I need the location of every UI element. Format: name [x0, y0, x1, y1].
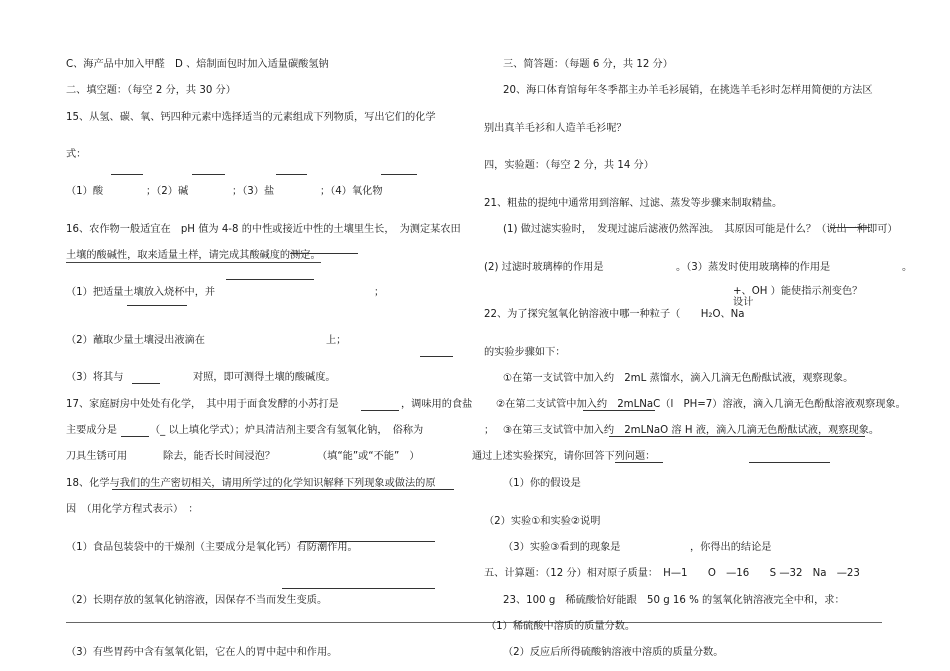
q23-text: 23、100 g 稀硫酸恰好能跟 50 g 16 % 的氢氧化钠溶液完全中和，求：	[503, 595, 845, 606]
q16-step2: （2）蘸取少量土壤浸出液滴在	[66, 335, 205, 346]
q21-item3: 。（3）蒸发时使用玻璃棒的作用是	[676, 262, 831, 273]
q22-step2-underline	[583, 410, 655, 411]
q20-text: 20、海口体育馆每年冬季都主办羊毛衫展销，在挑选羊毛衫时怎样用简便的方法区	[503, 85, 873, 96]
q20-text-cont: 别出真羊毛衫和人造羊毛衫呢？	[484, 123, 627, 134]
q16-step1-underline	[226, 279, 314, 280]
q22-answer2: （2）实验①和实验②说明	[484, 516, 601, 527]
section-fill-blank-heading: 二、填空题：（每空 2 分，共 30 分）	[66, 85, 236, 96]
q17-text-cont2: （_ 以上填化学式）；炉具清洁剂主要含有氢氧化钠， 俗称为	[150, 425, 424, 436]
q15-text-cont: 式：	[66, 149, 87, 160]
q22-answer1: （1）你的假设是	[503, 478, 581, 489]
q22-questions-intro: 通过上述实验探究，请你回答下列问题：	[472, 451, 656, 462]
q21-item1-underline	[830, 227, 870, 228]
q18-text: 18、化学与我们的生产密切相关，请用所学过的化学知识解释下列现象或做法的原	[66, 478, 436, 489]
q17-rust-choice: （填“能”或“不能” ）	[317, 451, 420, 462]
q22-answer3: （3）实验③看到的现象是	[503, 542, 621, 553]
q22-design-label: 设计	[733, 297, 754, 308]
q16-text-cont: 土壤的酸碱性，取来适量土样，请完成其酸碱度的测定。	[66, 250, 321, 261]
q22-step1: ①在第一支试管中加入约 2mL 蒸馏水，滴入几滴无色酚酞试液，观察现象。	[503, 373, 854, 384]
q16-step1-end: ；	[374, 287, 385, 298]
q22-questions-blank	[749, 462, 830, 463]
q22-answer3-conclusion: ，你得出的结论是	[690, 542, 772, 553]
q15-base-blank	[192, 174, 225, 175]
q22-step3-underline	[609, 436, 865, 437]
q15-item-base: ；（2）碱	[146, 186, 189, 197]
q15-item-oxide: ；（4）氧化物	[320, 186, 383, 197]
q16-step1-blank	[127, 305, 187, 306]
q16-step2-end: 上；	[326, 335, 347, 346]
q18-underline	[112, 489, 454, 490]
q15-item-salt: ；（3）盐	[232, 186, 275, 197]
q22-step2: ②在第二支试管中加入约 2mLNaC（l PH=7）溶液，滴入几滴无色酚酞溶液观察现象。	[496, 399, 906, 410]
q17-text-cont: 主要成分是	[66, 425, 117, 436]
section-experiment-heading: 四，实验题：（每空 2 分，共 14 分）	[484, 160, 654, 171]
q17-rust-text: 刀具生锈可用	[66, 451, 128, 462]
q17-text-salt: ，调味用的食盐	[401, 399, 473, 410]
q16-step3-blank	[132, 383, 160, 384]
q15-item-acid: （1）酸	[66, 186, 104, 197]
q22-questions-underline	[615, 462, 663, 463]
section-calculation-heading: 五、计算题：（12 分）相对原子质量： H—1 O —16 S —32 Na —23	[484, 568, 860, 579]
q15-oxide-blank	[381, 174, 417, 175]
q21-item3-end: 。	[902, 262, 913, 273]
q22-step3-prefix: ；	[484, 425, 495, 436]
q18-item2: （2）长期存放的氢氧化钠溶液，因保存不当而发生变质。	[66, 595, 328, 606]
q16-step3-end: 对照，即可测得土壤的酸碱度。	[193, 372, 336, 383]
q16-step2-blank	[420, 356, 453, 357]
q18-text-cont: 因 （用化学方程式表示） ：	[66, 504, 199, 515]
q22-step3: ③在第三支试管中加入约 2mLNaO 溶 H 液，滴入几滴无色酚酞试液，观察现象。	[503, 425, 880, 436]
q18-item3: （3）有些胃药中含有氢氧化铝，它在人的胃中起中和作用。	[66, 647, 338, 658]
q22-text-cont: 的实验步骤如下：	[484, 347, 566, 358]
q15-text: 15、从氢、碳、氧、钙四种元素中选择适当的元素组成下列物质，写出它们的化学	[66, 112, 436, 123]
q15-salt-blank	[276, 174, 307, 175]
q16-step1: （1）把适量土壤放入烧杯中，并	[66, 287, 216, 298]
q17-rust-text-cont: 除去，能否长时间浸泡？	[163, 451, 276, 462]
q22-text: 22、为了探究氢氧化钠溶液中哪一种粒子（ H₂O、Na	[484, 309, 745, 320]
q18-item1-line	[300, 541, 435, 542]
q16-text: 16、农作物一般适宜在 pH 值为 4-8 的中性或接近中性的土壤里生长， 为测定某农田	[66, 224, 461, 235]
q23-item2: （2）反应后所得硫酸钠溶液中溶质的质量分数。	[503, 647, 724, 658]
q17-blank-baking-soda	[361, 410, 399, 411]
q22-ion-text: +、OH ）能使指示剂变色？	[733, 286, 863, 297]
q17-blank-salt	[121, 436, 149, 437]
q16-step3: （3）将其与	[66, 372, 124, 383]
q16-underline	[290, 253, 358, 254]
separator-line	[66, 622, 882, 623]
q17-text: 17、家庭厨房中处处有化学， 其中用于面食发酵的小苏打是	[66, 399, 339, 410]
choice-options-cd: C、海产品中加入甲醛 D 、焙制面包时加入适量碳酸氢钠	[66, 59, 329, 70]
q21-text: 21、粗盐的提纯中通常用到溶解、过滤、蒸发等步骤来制取精盐。	[484, 198, 783, 209]
q21-item2: (2) 过滤时玻璃棒的作用是	[484, 262, 604, 273]
q21-item1: (1) 做过滤实验时， 发现过滤后滤液仍然浑浊。 其原因可能是什么？（说出一种即可）	[503, 224, 898, 235]
q15-acid-blank	[111, 174, 143, 175]
q18-item2-line	[282, 588, 435, 589]
q18-item1: （1）食品包装袋中的干燥剂（主要成分是氧化钙）有防潮作用。	[66, 542, 358, 553]
section-short-answer-heading: 三、简答题：（每题 6 分，共 12 分）	[503, 59, 673, 70]
q23-item1: （1）稀硫酸中溶质的质量分数。	[486, 621, 636, 632]
